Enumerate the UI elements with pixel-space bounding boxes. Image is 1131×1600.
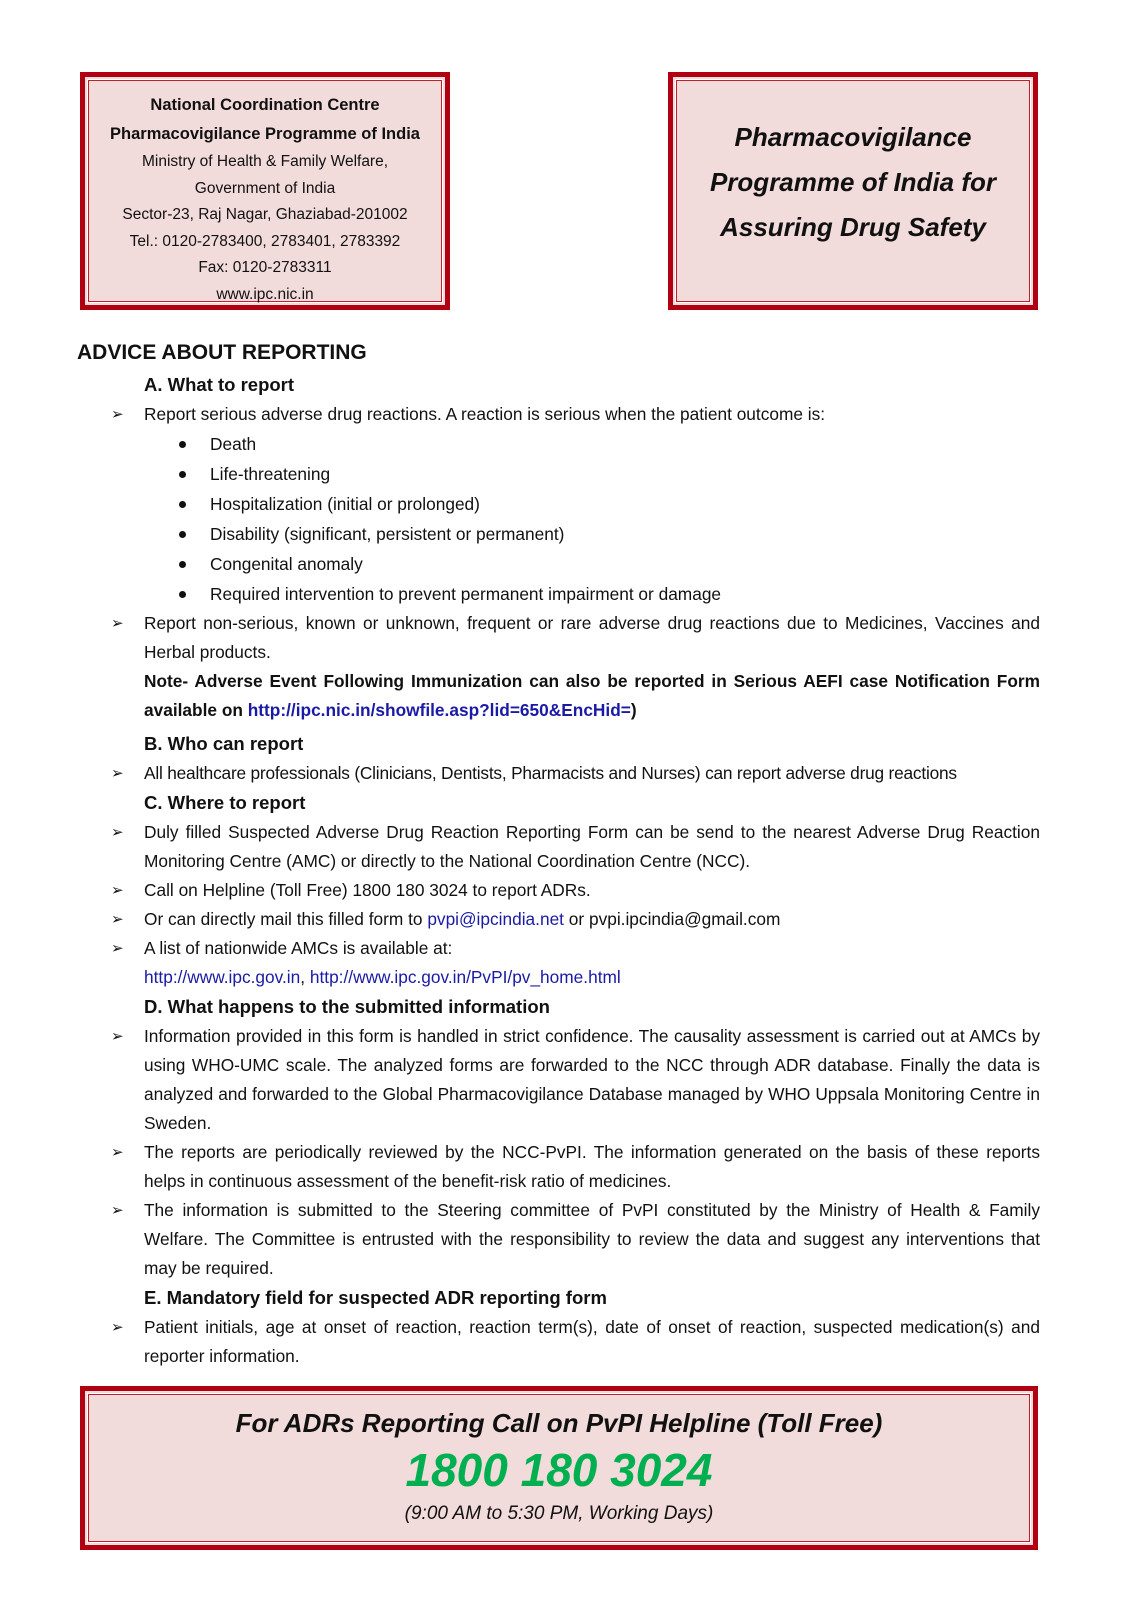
helpline-label: For ADRs Reporting Call on PvPI Helpline (Toll Free) — [235, 1408, 883, 1438]
address: Sector-23, Raj Nagar, Ghaziabad-201002 — [122, 206, 408, 223]
outcome-list — [77, 429, 1040, 609]
section-d-heading: D. What happens to the submitted information — [144, 996, 550, 1017]
list-item: ➢ Information provided in this form is handled in strict confidence. The causality assessment is carried out at AMCs by using WHO-UMC scale. The analyzed forms are forwarded to the NCC through ADR database. Finally the data is analyzed and forwarded to the Global Pharmacovigilance Database managed by WHO Uppsala Monitoring Centre in Sweden. — [77, 1022, 1040, 1138]
aefi-note — [77, 667, 1040, 725]
helpline-hours: (9:00 AM to 5:30 PM, Working Days) — [404, 1503, 714, 1524]
section-a-heading: A. What to report — [144, 374, 295, 395]
list-item: ➢ A list of nationwide AMCs is available at: — [77, 934, 1040, 963]
pvpi-home-link[interactable]: http://www.ipc.gov.in/PvPI/pv_home.html — [309, 967, 621, 987]
list-item: ➢ All healthcare professionals (Clinicians, Dentists, Pharmacists and Nurses) can report adverse drug reactions — [77, 759, 1040, 788]
list-item: ➢ Report serious adverse drug reactions. A reaction is serious when the patient outcome is: — [77, 400, 1040, 429]
fax: Fax: 0120-2783311 — [198, 259, 332, 276]
programme-name: Pharmacovigilance Programme of India — [110, 125, 420, 143]
ncc-contact-box — [80, 72, 450, 310]
outcome-item: Hospitalization (initial or prolonged) — [210, 489, 1040, 519]
note-end: ) — [630, 700, 637, 720]
org-name: National Coordination Centre — [150, 96, 380, 114]
section-c-heading: C. Where to report — [144, 792, 306, 813]
ministry: Ministry of Health & Family Welfare, — [141, 153, 389, 170]
section-e-heading: E. Mandatory field for suspected ADR reporting form — [144, 1287, 607, 1308]
list-item: ➢ Duly filled Suspected Adverse Drug Reaction Reporting Form can be send to the nearest Adverse Drug Reaction Monitoring Centre (AMC) or directly to the National Coordination Centre (NCC). — [77, 818, 1040, 876]
list-item: ➢ Call on Helpline (Toll Free) 1800 180 3024 to report ADRs. — [77, 876, 1040, 905]
amc-links — [77, 963, 1040, 992]
telephone: Tel.: 0120-2783400, 2783401, 2783392 — [129, 232, 401, 250]
ipc-link[interactable]: http://www.ipc.gov.in — [144, 967, 301, 987]
aefi-form-link[interactable]: http://ipc.nic.in/showfile.asp?lid=650&EncHid= — [247, 700, 631, 720]
helpline-box — [80, 1386, 1038, 1550]
separator: , — [300, 967, 310, 987]
title-line: Programme of India for — [709, 167, 997, 197]
list-item: ➢ The information is submitted to the Steering committee of PvPI constituted by the Ministry of Health & Family Welfare. The Committee is entrusted with the responsibility to review the data and suggest any interventions that may be required. — [77, 1196, 1040, 1283]
outcome-item: Required intervention to prevent permanent impairment or damage — [210, 579, 1040, 609]
list-item: ➢ The reports are periodically reviewed by the NCC-PvPI. The information generated on the basis of these reports helps in continuous assessment of the benefit-risk ratio of medicines. — [77, 1138, 1040, 1196]
advice-content — [77, 336, 1040, 1371]
programme-title-box — [668, 72, 1038, 310]
outcome-item: Death — [210, 429, 1040, 459]
title-line: Pharmacovigilance — [734, 122, 972, 152]
outcome-item: Congenital anomaly — [210, 549, 1040, 579]
title-line: Assuring Drug Safety — [720, 212, 986, 242]
list-item — [77, 905, 1040, 934]
outcome-item: Life-threatening — [210, 459, 1040, 489]
email-link[interactable]: pvpi@ipcindia.net — [427, 909, 564, 929]
list-item: ➢ Patient initials, age at onset of reaction, reaction term(s), date of onset of reaction, suspected medication(s) and reporter information. — [77, 1313, 1040, 1371]
note-text: Note- Adverse Event Following Immunization can also be reported in Serious AEFI case Notification Form available on — [144, 671, 1040, 720]
section-b-heading: B. Who can report — [144, 733, 304, 754]
list-item: ➢ Report non-serious, known or unknown, frequent or rare adverse drug reactions due to Medicines, Vaccines and Herbal products. — [77, 609, 1040, 667]
helpline-number[interactable]: 1800 180 3024 — [405, 1444, 713, 1496]
website: www.ipc.nic.in — [216, 285, 314, 303]
alt-email: or pvpi.ipcindia@gmail.com — [564, 909, 781, 929]
page-title: ADVICE ABOUT REPORTING — [77, 341, 367, 364]
outcome-item: Disability (significant, persistent or permanent) — [210, 519, 1040, 549]
government: Government of India — [194, 179, 336, 197]
mail-text: Or can directly mail this filled form to — [144, 909, 428, 929]
